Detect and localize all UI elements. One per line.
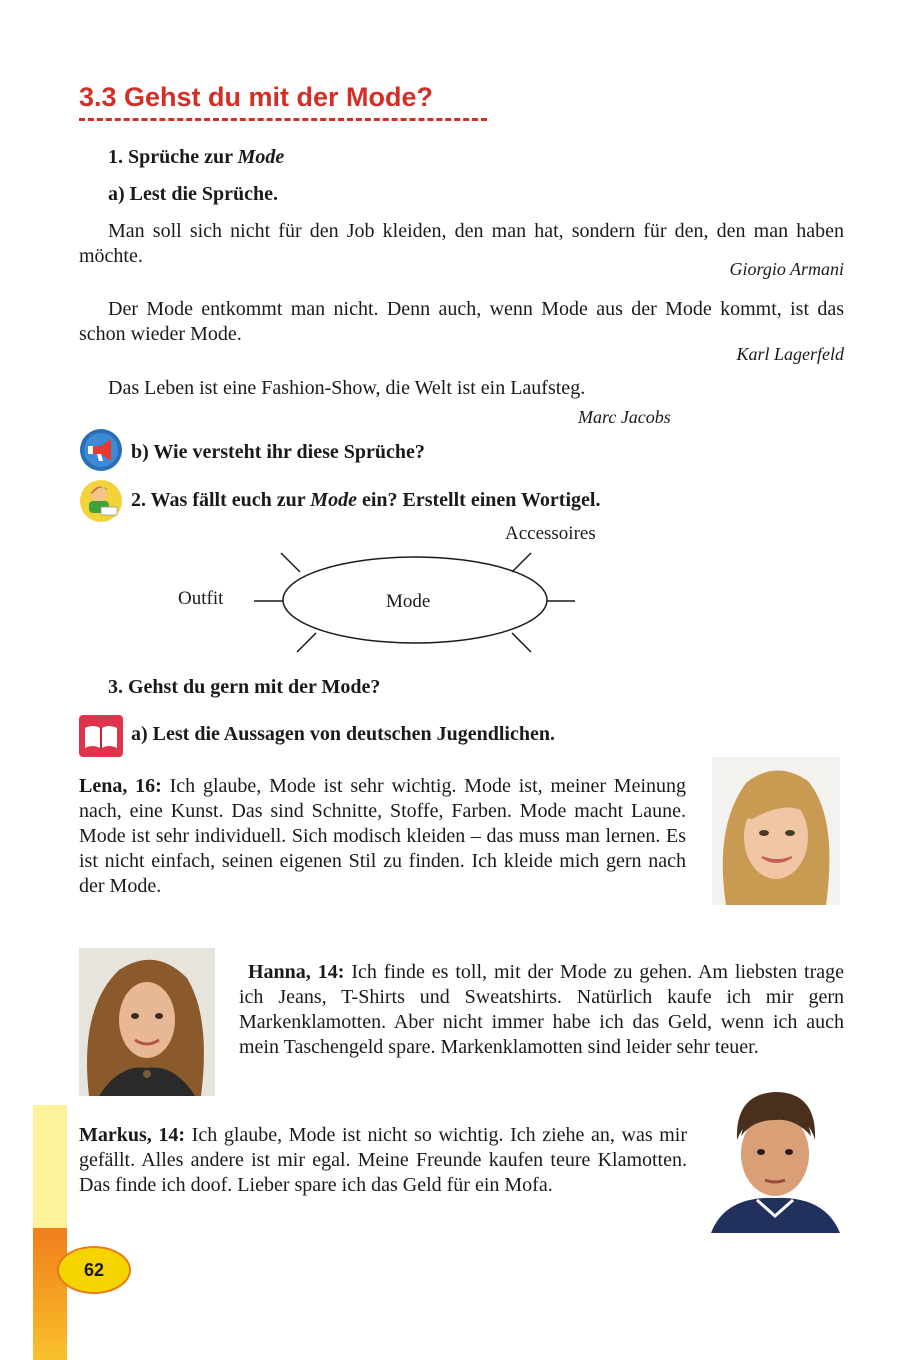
- task1b-heading: b) Wie versteht ihr diese Sprüche?: [131, 441, 425, 463]
- quote-armani: Man soll sich nicht für den Job kleiden, den man hat, sondern für den, den man haben möchte.: [79, 220, 844, 267]
- statement-lena-name: Lena, 16:: [79, 775, 162, 797]
- task2-label-after: ein? Erstellt einen Wortigel.: [356, 489, 601, 511]
- statement-markus-name: Markus, 14:: [79, 1124, 186, 1146]
- lena-photo: [712, 757, 840, 905]
- statement-markus: [79, 1123, 687, 1198]
- mindmap-spoke: [281, 553, 300, 572]
- statement-hanna-text: Ich finde es toll, mit der Mode zu gehen. Am liebsten trage ich Jeans, T-Shirts und Sweatshirts. Natürlich kaufe ich mir gern Markenklamotten. Aber nicht immer habe ich das Geld, wenn ich auch mein Taschengeld spare. Markenklamotten sind leider sehr teuer.: [239, 961, 844, 1058]
- statement-hanna-name: Hanna, 14:: [248, 961, 345, 983]
- hanna-photo: [79, 948, 215, 1096]
- task2-heading: [131, 489, 600, 512]
- statement-hanna: [239, 960, 844, 1060]
- quote-lagerfeld: Der Mode entkommt man nicht. Denn auch, wenn Mode aus der Mode kommt, ist das schon wieder Mode.: [79, 298, 844, 345]
- quote-author-armani: Giorgio Armani: [729, 259, 844, 279]
- quote-jacobs: Das Leben ist eine Fashion-Show, die Welt ist ein Laufsteg.: [108, 377, 586, 399]
- task1a-heading: a) Lest die Sprüche.: [108, 183, 278, 205]
- megaphone-icon: [79, 428, 123, 472]
- task1-topic: Mode: [237, 146, 285, 168]
- page-number-badge: 62: [57, 1246, 131, 1294]
- task2-topic: Mode: [310, 489, 357, 511]
- book-icon: [79, 715, 123, 757]
- task1-label: 1. Sprüche zur: [108, 146, 238, 168]
- statement-lena: [79, 774, 686, 899]
- task2-label-before: 2. Was fällt euch zur: [131, 489, 311, 511]
- mindmap-diagram: [160, 515, 640, 665]
- task1-heading: [108, 146, 284, 169]
- mindmap-outfit-label: Outfit: [178, 588, 224, 609]
- markus-photo: [707, 1084, 844, 1233]
- statement-markus-text: Ich glaube, Mode ist nicht so wichtig. Ich ziehe an, was mir gefällt. Alles andere ist mir egal. Meine Freunde kaufen teure Klamotten. Das finde ich doof. Lieber spare ich das Geld für ein Mofa.: [79, 1124, 687, 1196]
- mindmap-center-label: Mode: [386, 591, 431, 612]
- quote-author-lagerfeld: Karl Lagerfeld: [736, 344, 844, 364]
- section-title: 3.3 Gehst du mit der Mode?: [79, 82, 434, 112]
- task3-heading: 3. Gehst du gern mit der Mode?: [108, 676, 381, 698]
- task3a-heading: a) Lest die Aussagen von deutschen Jugendlichen.: [131, 723, 555, 745]
- mindmap-spoke: [297, 633, 316, 652]
- margin-bar-accent: [33, 1228, 67, 1360]
- student-writing-icon: [79, 479, 123, 523]
- mindmap-spoke: [512, 633, 531, 652]
- quote-author-jacobs: Marc Jacobs: [578, 407, 671, 427]
- statement-lena-text: Ich glaube, Mode ist sehr wichtig. Mode ist, meiner Meinung nach, eine Kunst. Das sind Schnitte, Stoffe, Farben. Mode macht Laune. Mode ist sehr individuell. Sich modisch kleiden – das muss man lernen. Es ist nicht einfach, seinen eigenen Stil zu finden. Ich kleide mich gern nach der Mode.: [79, 775, 687, 897]
- mindmap-accessoires-label: Accessoires: [505, 523, 596, 544]
- mindmap-spoke: [512, 553, 531, 572]
- title-underline: [79, 118, 487, 121]
